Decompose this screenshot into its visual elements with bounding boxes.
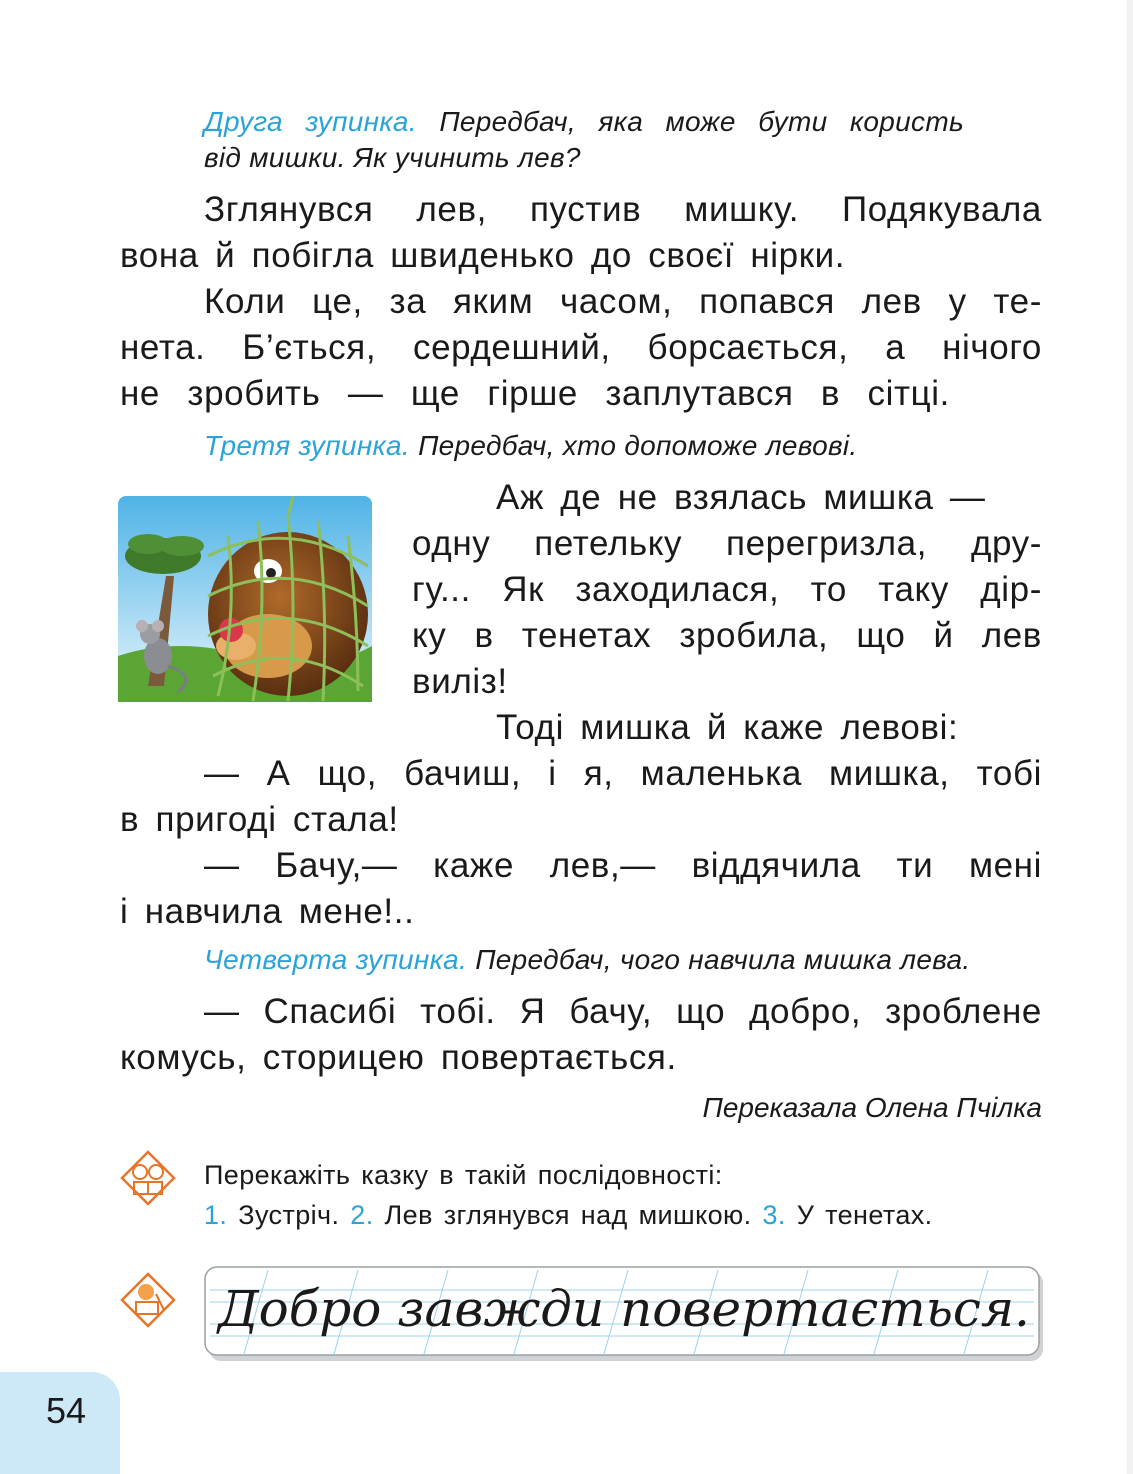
third-stop-prompt (204, 428, 857, 464)
copybook-strip (204, 1266, 1046, 1366)
stop-question-cont: від мишки. Як учинить лев? (204, 142, 581, 173)
stop-question: Передбач, чого навчила мишка лева. (475, 944, 971, 975)
step-number: 1. (204, 1200, 228, 1230)
stop-label: Друга зупинка. (204, 106, 417, 137)
writing-task-icon (120, 1272, 176, 1328)
paragraph-1-line-2: вона й побігла швиденько до своєї нірки. (120, 236, 846, 275)
task-sequence (204, 1200, 1042, 1231)
page-edge (1127, 0, 1133, 1474)
step-text: У тенетах. (796, 1200, 933, 1230)
task-instruction: Перекажіть казку в такій послідовності: (204, 1160, 723, 1190)
author-attribution: Переказала Олена Пчілка (702, 1092, 1042, 1123)
step-number: 2. (350, 1200, 374, 1230)
paragraph-1-line-1: Зглянувся лев, пустив мишку. Подякувала (204, 190, 1042, 229)
stop-label: Третя зупинка. (204, 430, 410, 461)
step-text: Зустріч. (238, 1200, 340, 1230)
paragraph-4: Тоді мишка й каже левові: (496, 708, 959, 747)
paragraph-2-line-3: не зробить — ще гірше заплутався в сітці. (120, 374, 950, 413)
paragraph-5-line-2: в пригоді стала! (120, 800, 399, 839)
paragraph-2-line-1: Коли це, за яким часом, попався лев у те- (204, 282, 1042, 321)
paragraph-3-line-2: одну петельку перегризла, дру- (412, 524, 1042, 563)
paragraph-3-line-1: Аж де не взялась мишка — (496, 478, 986, 517)
paragraph-7-line-1: — Спасибі тобі. Я бачу, що добро, зроблене (204, 992, 1042, 1031)
paragraph-7-line-2: комусь, сторицею повертається. (120, 1038, 677, 1077)
copybook-text: Добро завжди повертається. (218, 1280, 1030, 1338)
stop-question: Передбач, хто допоможе левові. (418, 430, 858, 461)
paragraph-5-line-1: — А що, бачиш, і я, маленька мишка, тобі (204, 754, 1042, 793)
paragraph-6-line-2: і навчила мене!.. (120, 892, 415, 931)
retell-task-icon (120, 1150, 176, 1206)
step-number: 3. (762, 1200, 786, 1230)
lion-in-net-illustration (118, 496, 376, 704)
page-number: 54 (46, 1390, 87, 1431)
paragraph-2-line-2: нета. Б’ється, сердешний, борсається, а нічого (120, 328, 1042, 367)
stop-label: Четверта зупинка. (204, 944, 468, 975)
fourth-stop-prompt (204, 942, 971, 978)
second-stop-prompt (204, 104, 964, 176)
step-text: Лев зглянувся над мишкою. (384, 1200, 752, 1230)
stop-question: Передбач, яка може бути користь (439, 106, 964, 137)
paragraph-6-line-1: — Бачу,— каже лев,— віддячила ти мені (204, 846, 1042, 885)
paragraph-3-line-4: ку в тенетах зробила, що й лев (412, 616, 1042, 655)
paragraph-3-line-3: гу... Як заходилася, то таку дір- (412, 570, 1042, 609)
paragraph-3-line-5: виліз! (412, 662, 508, 701)
